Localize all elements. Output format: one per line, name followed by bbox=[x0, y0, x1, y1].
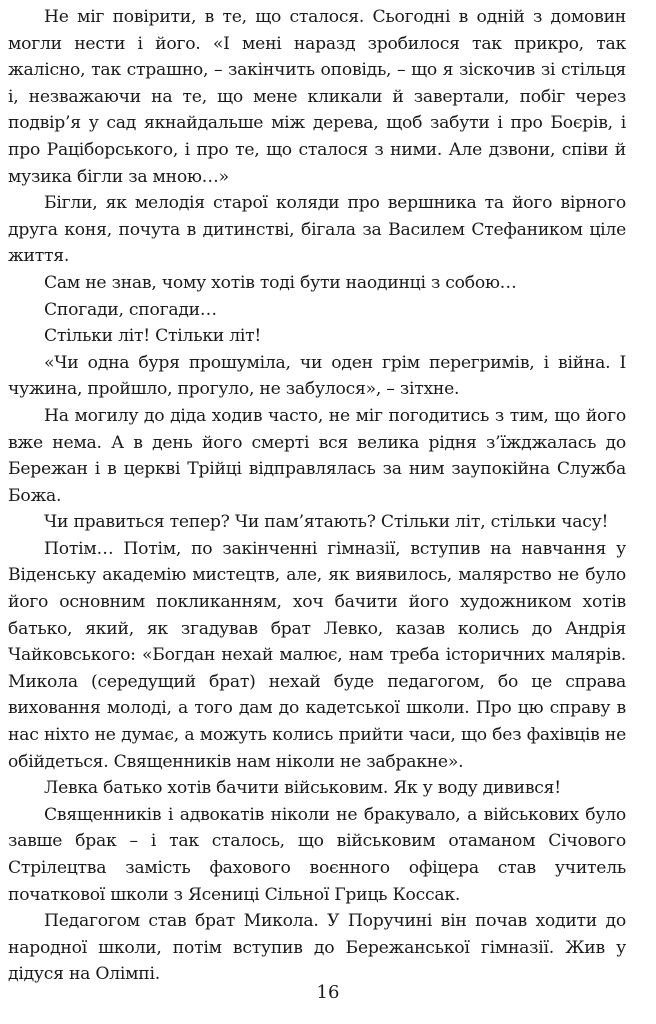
paragraph: Не міг повірити, в те, що сталося. Сьогодні в одній з домовин могли нести і його. «І мені наразд зробилося так прикро, так жалісно, так страшно, – закінчить оповідь, – що я зіскочив зі стільця і, незважаючи на те, що мене кликали й завертали, побіг через подвір’я у сад якнайдальше між дерева, щоб забути і про Боєрів, і про Раціборського, і про те, що сталося з ними. Але дзвони, співи й музика бігли за мною…» bbox=[8, 7, 626, 187]
paragraph: Бігли, як мелодія старої коляди про вершника та його вірного друга коня, почута в дитинстві, бігала за Василем Стефаником ціле життя. bbox=[8, 193, 626, 267]
paragraph: Чи правиться тепер? Чи пам’ятають? Стільки літ, стільки часу! bbox=[44, 512, 609, 533]
paragraph: Священників і адвокатів ніколи не бракувало, а військових було завше брак – і так сталось, що військовим отаманом Січового Стрілецтва замість фахового воєнного офіцера став учитель початкової школи з Ясениці Сільної Гриць Коссак. bbox=[8, 804, 626, 905]
paragraph: Педагогом став брат Микола. У Поручині він почав ходити до народної школи, потім вступив до Бережанської гімназії. Жив у дідуся на Олімпі. bbox=[8, 911, 626, 985]
paragraph: «Чи одна буря прошуміла, чи оден грім перегримів, і війна. І чужина, пройшло, прогуло, не забулося», – зітхне. bbox=[8, 352, 626, 400]
paragraph: Левка батько хотів бачити військовим. Як у воду дивився! bbox=[44, 778, 561, 799]
paragraph: Стільки літ! Стільки літ! bbox=[44, 326, 262, 347]
paragraph: Спогади, спогади… bbox=[44, 299, 217, 320]
page-number: 16 bbox=[316, 982, 340, 1003]
paragraph: На могилу до діда ходив часто, не міг погодитись з тим, що його вже нема. А в день його смерті вся велика рідня з’їжджалась до Бережан і в церкві Трійці відправлялась за ним заупокійна Служба Божа. bbox=[8, 405, 626, 506]
paragraph: Потім… Потім, по закінченні гімназії, вступив на навчання у Віденську академію мистецтв, але, як виявилось, малярство не було його основним покликанням, хоч бачити його художником хотів батько, який, як згадував брат Левко, казав колись до Андрія Чайковського: «Богдан нехай малює, нам треба історичних малярів. Микола (середущий брат) нехай буде педагогом, бо це справа виховання молоді, а того дам до кадетської школи. Про цю справу в нас ніхто не думає, а можуть колись прийти часи, що без фахівців не обійдеться. Священників нам ніколи не забракне». bbox=[8, 538, 626, 772]
paragraph: Сам не знав, чому хотів тоді бути наодинці з собою… bbox=[44, 272, 517, 293]
page-body bbox=[8, 4, 626, 988]
